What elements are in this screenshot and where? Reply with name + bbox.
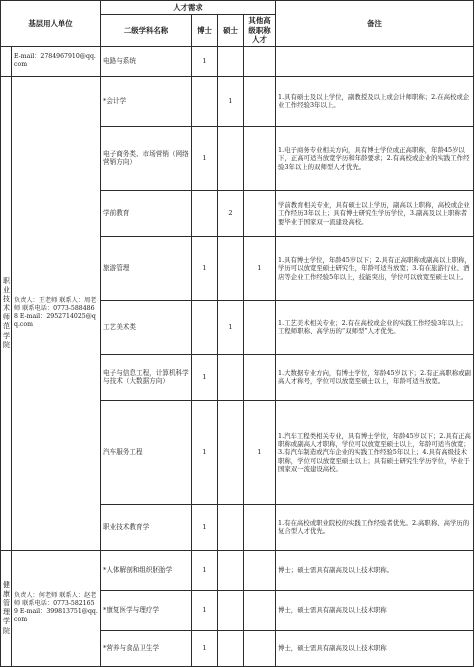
table-row bbox=[1, 550, 474, 590]
remarks-cell: 1.具有博士学位，年龄45岁以下；2.具有正高职称或副高以上职称，学历可以放宽至硕士研究生，年龄可适当放宽；3.有在旅游行业、酒店等企业工作经验5年以上，技能突出，学位可以放宽至硕士以上。 bbox=[276, 236, 474, 300]
unit-contact: 负责人：王老师 联系人：周老师 联系电话：0773-5884868 E-mail：2952714025@qq.com bbox=[12, 76, 101, 550]
phd-cell: 1 bbox=[192, 126, 218, 190]
other-cell bbox=[244, 354, 276, 400]
table-row bbox=[1, 76, 474, 126]
master-cell bbox=[218, 400, 244, 504]
phd-cell: 1 bbox=[192, 630, 218, 666]
phd-cell: 1 bbox=[192, 46, 218, 76]
other-cell bbox=[244, 550, 276, 590]
remarks-cell: 1.大数据专业方向，有博士学位，年龄45岁以下；2.有正高职称或副高人才称号，学位可以放宽至硕士以上，年龄可适当放宽。 bbox=[276, 354, 474, 400]
master-cell bbox=[218, 590, 244, 630]
master-cell bbox=[218, 354, 244, 400]
remarks-cell: 学前教育相关专业，具有硕士以上学历，副高以上职称，高校或企业工作经历3年以上；具有博士研究生学历学位，3.副高及以上职称者要毕业于国家双一流建设高校。 bbox=[276, 190, 474, 236]
discipline-cell: 电子与信息工程，计算机科学与技术（大数据方向） bbox=[101, 354, 192, 400]
master-cell: 1 bbox=[218, 76, 244, 126]
master-cell bbox=[218, 126, 244, 190]
remarks-cell: 1.汽车工程类相关专业，具有博士学位，年龄45岁以下；2.具有正高职称或副高人才职称，学位可以放宽至硕士以上，年龄可适当放宽；3.有汽车制造或汽车企业的实践工作经验5年以上；4.具有高级技术职称，学位可以放宽至硕士以上；具有硕士研究生学历学位，毕业于国家双一流建设高校。 bbox=[276, 400, 474, 504]
discipline-cell: 电路与系统 bbox=[101, 46, 192, 76]
other-cell: 1 bbox=[244, 236, 276, 300]
phd-cell: 1 bbox=[192, 236, 218, 300]
other-cell bbox=[244, 630, 276, 666]
master-cell: 2 bbox=[218, 190, 244, 236]
unit-name: 职业技术师范学院 bbox=[1, 76, 12, 550]
other-cell bbox=[244, 46, 276, 76]
remarks-cell: 博士，硕士需具有副高及以上技术职称 bbox=[276, 590, 474, 630]
header-demand: 人才需求 bbox=[101, 1, 276, 15]
discipline-cell: *会计学 bbox=[101, 76, 192, 126]
master-cell bbox=[218, 46, 244, 76]
header-master: 硕士 bbox=[218, 15, 244, 47]
discipline-cell: *营养与食品卫生学 bbox=[101, 630, 192, 666]
discipline-cell: *人体解剖和组织胚胎学 bbox=[101, 550, 192, 590]
phd-cell bbox=[192, 76, 218, 126]
phd-cell: 1 bbox=[192, 550, 218, 590]
other-cell bbox=[244, 126, 276, 190]
other-cell bbox=[244, 76, 276, 126]
phd-cell bbox=[192, 190, 218, 236]
remarks-cell: 1.有在高校或职业院校的实践工作经验者优先。2.高职称、高学历的复合型人才优先。 bbox=[276, 504, 474, 550]
remarks-cell: 1.具有硕士及以上学位，副教授及以上或会计师职称；2.在高校或企业工作经验3年以上。 bbox=[276, 76, 474, 126]
master-cell bbox=[218, 504, 244, 550]
phd-cell: 1 bbox=[192, 354, 218, 400]
unit-contact: E-mail：2784967910@qq.com bbox=[12, 46, 101, 76]
discipline-cell: *康复医学与理疗学 bbox=[101, 590, 192, 630]
other-cell: 1 bbox=[244, 400, 276, 504]
discipline-cell: 工艺美术类 bbox=[101, 300, 192, 354]
other-cell bbox=[244, 190, 276, 236]
phd-cell: 1 bbox=[192, 504, 218, 550]
discipline-cell: 旅游管理 bbox=[101, 236, 192, 300]
table-row bbox=[1, 46, 474, 76]
other-cell bbox=[244, 590, 276, 630]
discipline-cell: 职业技术教育学 bbox=[101, 504, 192, 550]
remarks-cell: 博士，硕士需具有副高及以上技术职称 bbox=[276, 630, 474, 666]
master-cell bbox=[218, 550, 244, 590]
master-cell: 1 bbox=[218, 300, 244, 354]
remarks-cell: 1.电子商务专业相关方向，具有博士学位或正高职称，年龄45岁以下，正高可适当放宽学历和年龄要求；2.有高校或企业的实践工作经验3年以上的双师型人才优先。 bbox=[276, 126, 474, 190]
master-cell bbox=[218, 630, 244, 666]
unit-name bbox=[1, 46, 12, 76]
unit-name: 健康管理学院 bbox=[1, 550, 12, 666]
remarks-cell bbox=[276, 46, 474, 76]
header-remarks: 备注 bbox=[276, 1, 474, 47]
discipline-cell: 电子商务类、市场营销（网络营销方向） bbox=[101, 126, 192, 190]
phd-cell: 1 bbox=[192, 590, 218, 630]
other-cell bbox=[244, 504, 276, 550]
other-cell bbox=[244, 300, 276, 354]
discipline-cell: 学前教育 bbox=[101, 190, 192, 236]
header-unit: 基层用人单位 bbox=[1, 1, 101, 47]
master-cell bbox=[218, 236, 244, 300]
header-other: 其他高级职称人才 bbox=[244, 15, 276, 47]
remarks-cell: 1.工艺美术相关专业；2.有在高校或企业的实践工作经验3年以上；工程师职称、高学历的“双师型”人才优先。 bbox=[276, 300, 474, 354]
remarks-cell: 博士；硕士需具有副高及以上技术职称。 bbox=[276, 550, 474, 590]
phd-cell: 1 bbox=[192, 400, 218, 504]
header-phd: 博士 bbox=[192, 15, 218, 47]
discipline-cell: 汽车服务工程 bbox=[101, 400, 192, 504]
unit-contact: 负责人：何老师 联系人：赵老师 联系电话：0773-5821659 E-mail：399813751@qq.com bbox=[12, 550, 101, 666]
header-discipline: 二级学科名称 bbox=[101, 15, 192, 47]
phd-cell bbox=[192, 300, 218, 354]
